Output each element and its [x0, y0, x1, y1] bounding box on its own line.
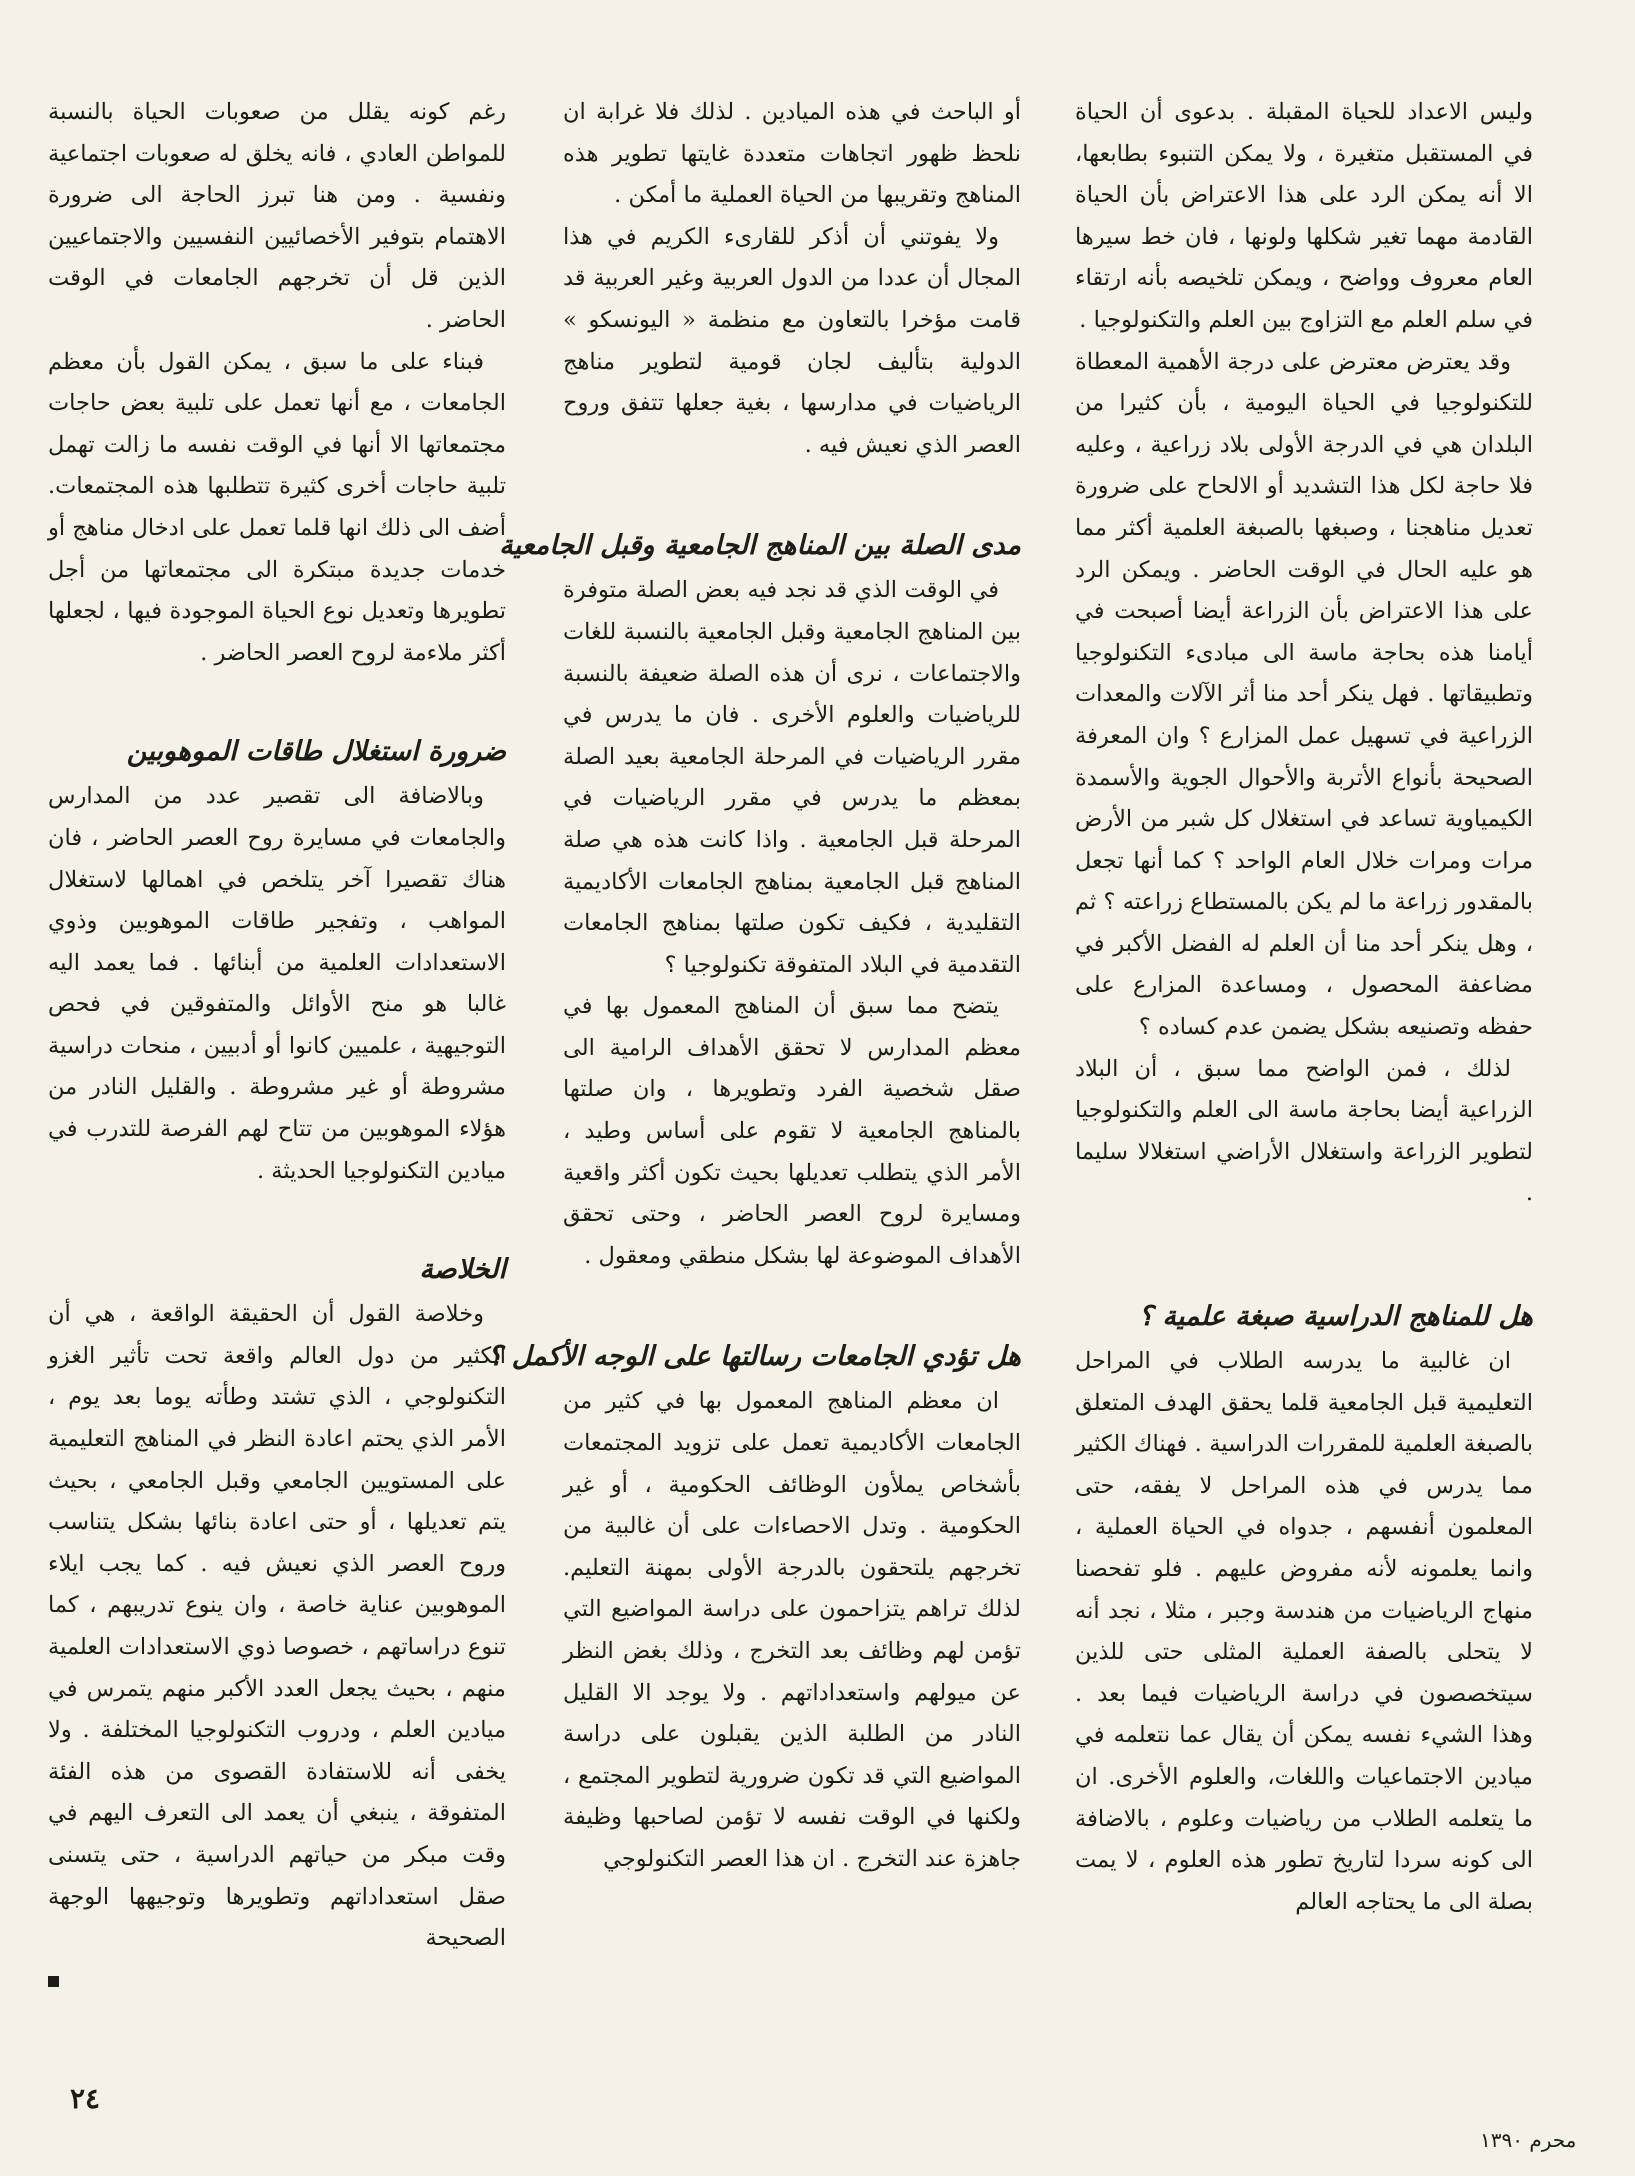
paragraph: وقد يعترض معترض على درجة الأهمية المعطاة للتكنولوجيا في الحياة اليومية ، بأن كثيرا من البلدان هي في الدرجة الأولى بلاد زراعية ، وعليه فلا حاجة لكل هذا التشديد أو الالحاح على ضرورة تعديل مناهجنا ، وصبغها بالصبغة العلمية أكثر مما هو عليه الحال في الوقت الحاضر . ويمكن الرد على هذا الاعتراض بأن الزراعة أيضا أصبحت في أيامنا هذه بحاجة ماسة الى مبادىء التكنولوجيا وتطبيقاتها . فهل ينكر أحد منا أثر الآلات والمعدات الزراعية في تسهيل عمل المزارع ؟ وان المعرفة الصحيحة بأنواع الأتربة والأحوال الجوية والأسمدة الكيمياوية تساعد في استغلال كل شبر من الأرض مرات ومرات خلال العام الواحد ؟ كما أنها تجعل بالمقدور زراعة ما لم يكن بالمستطاع زراعته ؟ ثم ، وهل ينكر أحد منا أن العلم له الفضل الأكبر في مضاعفة المحصول ، ومساعدة المزارع على حفظه وتصنيعه بشكل يضمن عدم كساده ؟ [1075, 348, 1533, 1041]
section-heading: ضرورة استغلال طاقات الموهوبين [126, 736, 506, 768]
paragraph: وليس الاعداد للحياة المقبلة . بدعوى أن الحياة في المستقبل متغيرة ، ولا يمكن التنبوء بطابعها، الا أنه يمكن الرد على هذا الاعتراض بأن الحياة القادمة مهما تغير شكلها ولونها ، فان خط سيرها العام معروف وواضح ، ويمكن تلخيصه بأنه ارتقاء في سلم العلم مع التزاوج بين العلم والتكنولوجيا . [1075, 99, 1533, 333]
section-heading: مدى الصلة بين المناهج الجامعية وقبل الجامعية [499, 530, 1021, 562]
paragraph: ان معظم المناهج المعمول بها في كثير من الجامعات الأكاديمية تعمل على تزويد المجتمعات بأشخاص يملأون الوظائف الحكومية ، أو غير الحكومية . وتدل الاحصاءات على أن غالبية من تخرجهم يلتحقون بالدرجة الأولى بمهنة التعليم. لذلك تراهم يتزاحمون على دراسة المواضيع التي تؤمن لهم وظائف بعد التخرج ، وذلك بغض النظر عن ميولهم واستعداداتهم . ولا يوجد الا القليل النادر من الطلبة الذين يقبلون على دراسة المواضيع التي قد تكون ضرورية لتطوير المجتمع ، ولكنها في الوقت نفسه لا تؤمن لصاحبها وظيفة جاهزة عند التخرج . ان هذا العصر التكنولوجي [563, 1388, 1021, 1872]
issue-date: محرم ١٣٩٠ [1480, 2128, 1577, 2152]
paragraph: فبناء على ما سبق ، يمكن القول بأن معظم الجامعات ، مع أنها تعمل على تلبية بعض حاجات مجتمعاتها الا أنها في الوقت نفسه ما زالت تهمل تلبية حاجات أخرى كثيرة تتطلبها هذه المجتمعات. أضف الى ذلك انها قلما تعمل على ادخال مناهج أو خدمات جديدة مبتكرة الى مجتمعاتها من أجل تطويرها وتعديل نوع الحياة الموجودة فيها ، لجعلها أكثر ملاءمة لروح العصر الحاضر . [48, 348, 506, 666]
page-number: ٢٤ [70, 2082, 101, 2115]
column-middle [487, 92, 1021, 1881]
paragraph: في الوقت الذي قد نجد فيه بعض الصلة متوفرة بين المناهج الجامعية وقبل الجامعية بالنسبة للغات والاجتماعات ، نرى أن هذه الصلة ضعيفة بالنسبة للرياضيات والعلوم الأخرى . فان ما يدرس في مقرر الرياضيات في المرحلة الجامعية بعيد الصلة بمعظم ما يدرس في مقرر الرياضيات في المرحلة قبل الجامعية . واذا كانت هذه هي صلة المناهج قبل الجامعية بمناهج الجامعات الأكاديمية التقليدية ، فكيف تكون صلتها بمناهج الجامعات التقدمية في البلاد المتفوقة تكنولوجيا ؟ [563, 577, 1021, 978]
paragraph: وبالاضافة الى تقصير عدد من المدارس والجامعات في مسايرة روح العصر الحاضر ، فان هناك تقصيرا آخر يتلخص في اهمالها لاستغلال المواهب ، وتفجير طاقات الموهوبين وذوي الاستعدادات العلمية من أبنائها . فما يعمد اليه غالبا هو منح الأوائل والمتفوقين في فحص التوجيهية ، علميين كانوا أو أدبيين ، منحات دراسية مشروطة أو غير مشروطة . والقليل النادر من هؤلاء الموهوبين من تتاح لهم الفرصة للتدرب في ميادين التكنولوجيا الحديثة . [48, 783, 506, 1184]
section-heading: الخلاصة [419, 1254, 506, 1286]
paragraph: أو الباحث في هذه الميادين . لذلك فلا غرابة ان نلحظ ظهور اتجاهات متعددة غايتها تطوير هذه المناهج وتقريبها من الحياة العملية ما أمكن . [563, 99, 1021, 209]
end-of-article-mark [48, 1976, 59, 1987]
paragraph: يتضح مما سبق أن المناهج المعمول بها في معظم المدارس لا تحقق الأهداف الرامية الى صقل شخصية الفرد وتطويرها ، وان صلتها بالمناهج الجامعية لا تقوم على أساس وطيد ، الأمر الذي يتطلب تعديلها بحيث تكون أكثر واقعية ومسايرة لروح العصر الحاضر ، وحتى تحقق الأهداف الموضوعة لها بشكل منطقي ومعقول . [563, 993, 1021, 1269]
section-heading: هل تؤدي الجامعات رسالتها على الوجه الأكمل ؟ [487, 1341, 1021, 1373]
paragraph: ولا يفوتني أن أذكر للقارىء الكريم في هذا المجال أن عددا من الدول العربية وغير العربية قد قامت مؤخرا بالتعاون مع منظمة « اليونسكو » الدولية بتأليف لجان قومية لتطوير مناهج الرياضيات في مدارسها ، بغية جعلها تتفق وروح العصر الذي نعيش فيه . [563, 223, 1021, 458]
section-heading: هل للمناهج الدراسية صبغة علمية ؟ [1138, 1301, 1533, 1333]
paragraph: ان غالبية ما يدرسه الطلاب في المراحل التعليمية قبل الجامعية قلما يحقق الهدف المتعلق بالصبغة العلمية للمقررات الدراسية . فهناك الكثير مما يدرس في هذه المراحل لا يفقه، حتى المعلمون أنفسهم ، جدواه في الحياة العملية ، وانما يعلمونه لأنه مفروض عليهم . فلو تفحصنا منهاج الرياضيات من هندسة وجبر ، مثلا ، نجد أنه لا يتحلى بالصفة العملية المثلى حتى للذين سيتخصصون في دراسة الرياضيات فيما بعد . وهذا الشيء نفسه يمكن أن يقال عما نتعلمه في ميادين الاجتماعيات واللغات، والعلوم الأخرى. ان ما يتعلمه الطلاب من رياضيات وعلوم ، بالاضافة الى كونه سردا لتاريخ تطور هذه العلوم ، لا يمت بصلة الى ما يحتاجه العالم [1075, 1348, 1533, 1915]
column-right [1075, 92, 1533, 1923]
paragraph: رغم كونه يقلل من صعوبات الحياة بالنسبة للمواطن العادي ، فانه يخلق له صعوبات اجتماعية ونفسية . ومن هنا تبرز الحاجة الى ضرورة الاهتمام بتوفير الأخصائيين النفسيين والاجتماعيين الذين قل أن تخرجهم الجامعات في الوقت الحاضر . [48, 99, 506, 333]
column-left [48, 92, 506, 2001]
paragraph: لذلك ، فمن الواضح مما سبق ، أن البلاد الزراعية أيضا بحاجة ماسة الى العلم والتكنولوجيا لتطوير الزراعة واستغلال الأراضي استغلالا سليما . [1075, 1055, 1533, 1207]
paragraph: وخلاصة القول أن الحقيقة الواقعة ، هي أن الكثير من دول العالم واقعة تحت تأثير الغزو التكنولوجي ، الذي تشتد وطأته يوما بعد يوم ، الأمر الذي يحتم اعادة النظر في المناهج التعليمية على المستويين الجامعي وقبل الجامعي ، بحيث يتم تعديلها ، أو حتى اعادة بنائها بشكل يتناسب وروح العصر الذي نعيش فيه . كما يجب ايلاء الموهوبين عناية خاصة ، وان ينوع تدريبهم ، كما تنوع دراساتهم ، خصوصا ذوي الاستعدادات العلمية منهم ، بحيث يجعل العدد الأكبر منهم يتمرس في ميادين العلم ، ودروب التكنولوجيا المختلفة . ولا يخفى أنه للاستفادة القصوى من هذه الفئة المتفوقة ، ينبغي أن يعمد الى التعرف اليهم في وقت مبكر من حياتهم الدراسية ، حتى يتسنى صقل استعداداتهم وتطويرها وتوجيهها الوجهة الصحيحة [48, 1301, 506, 1952]
